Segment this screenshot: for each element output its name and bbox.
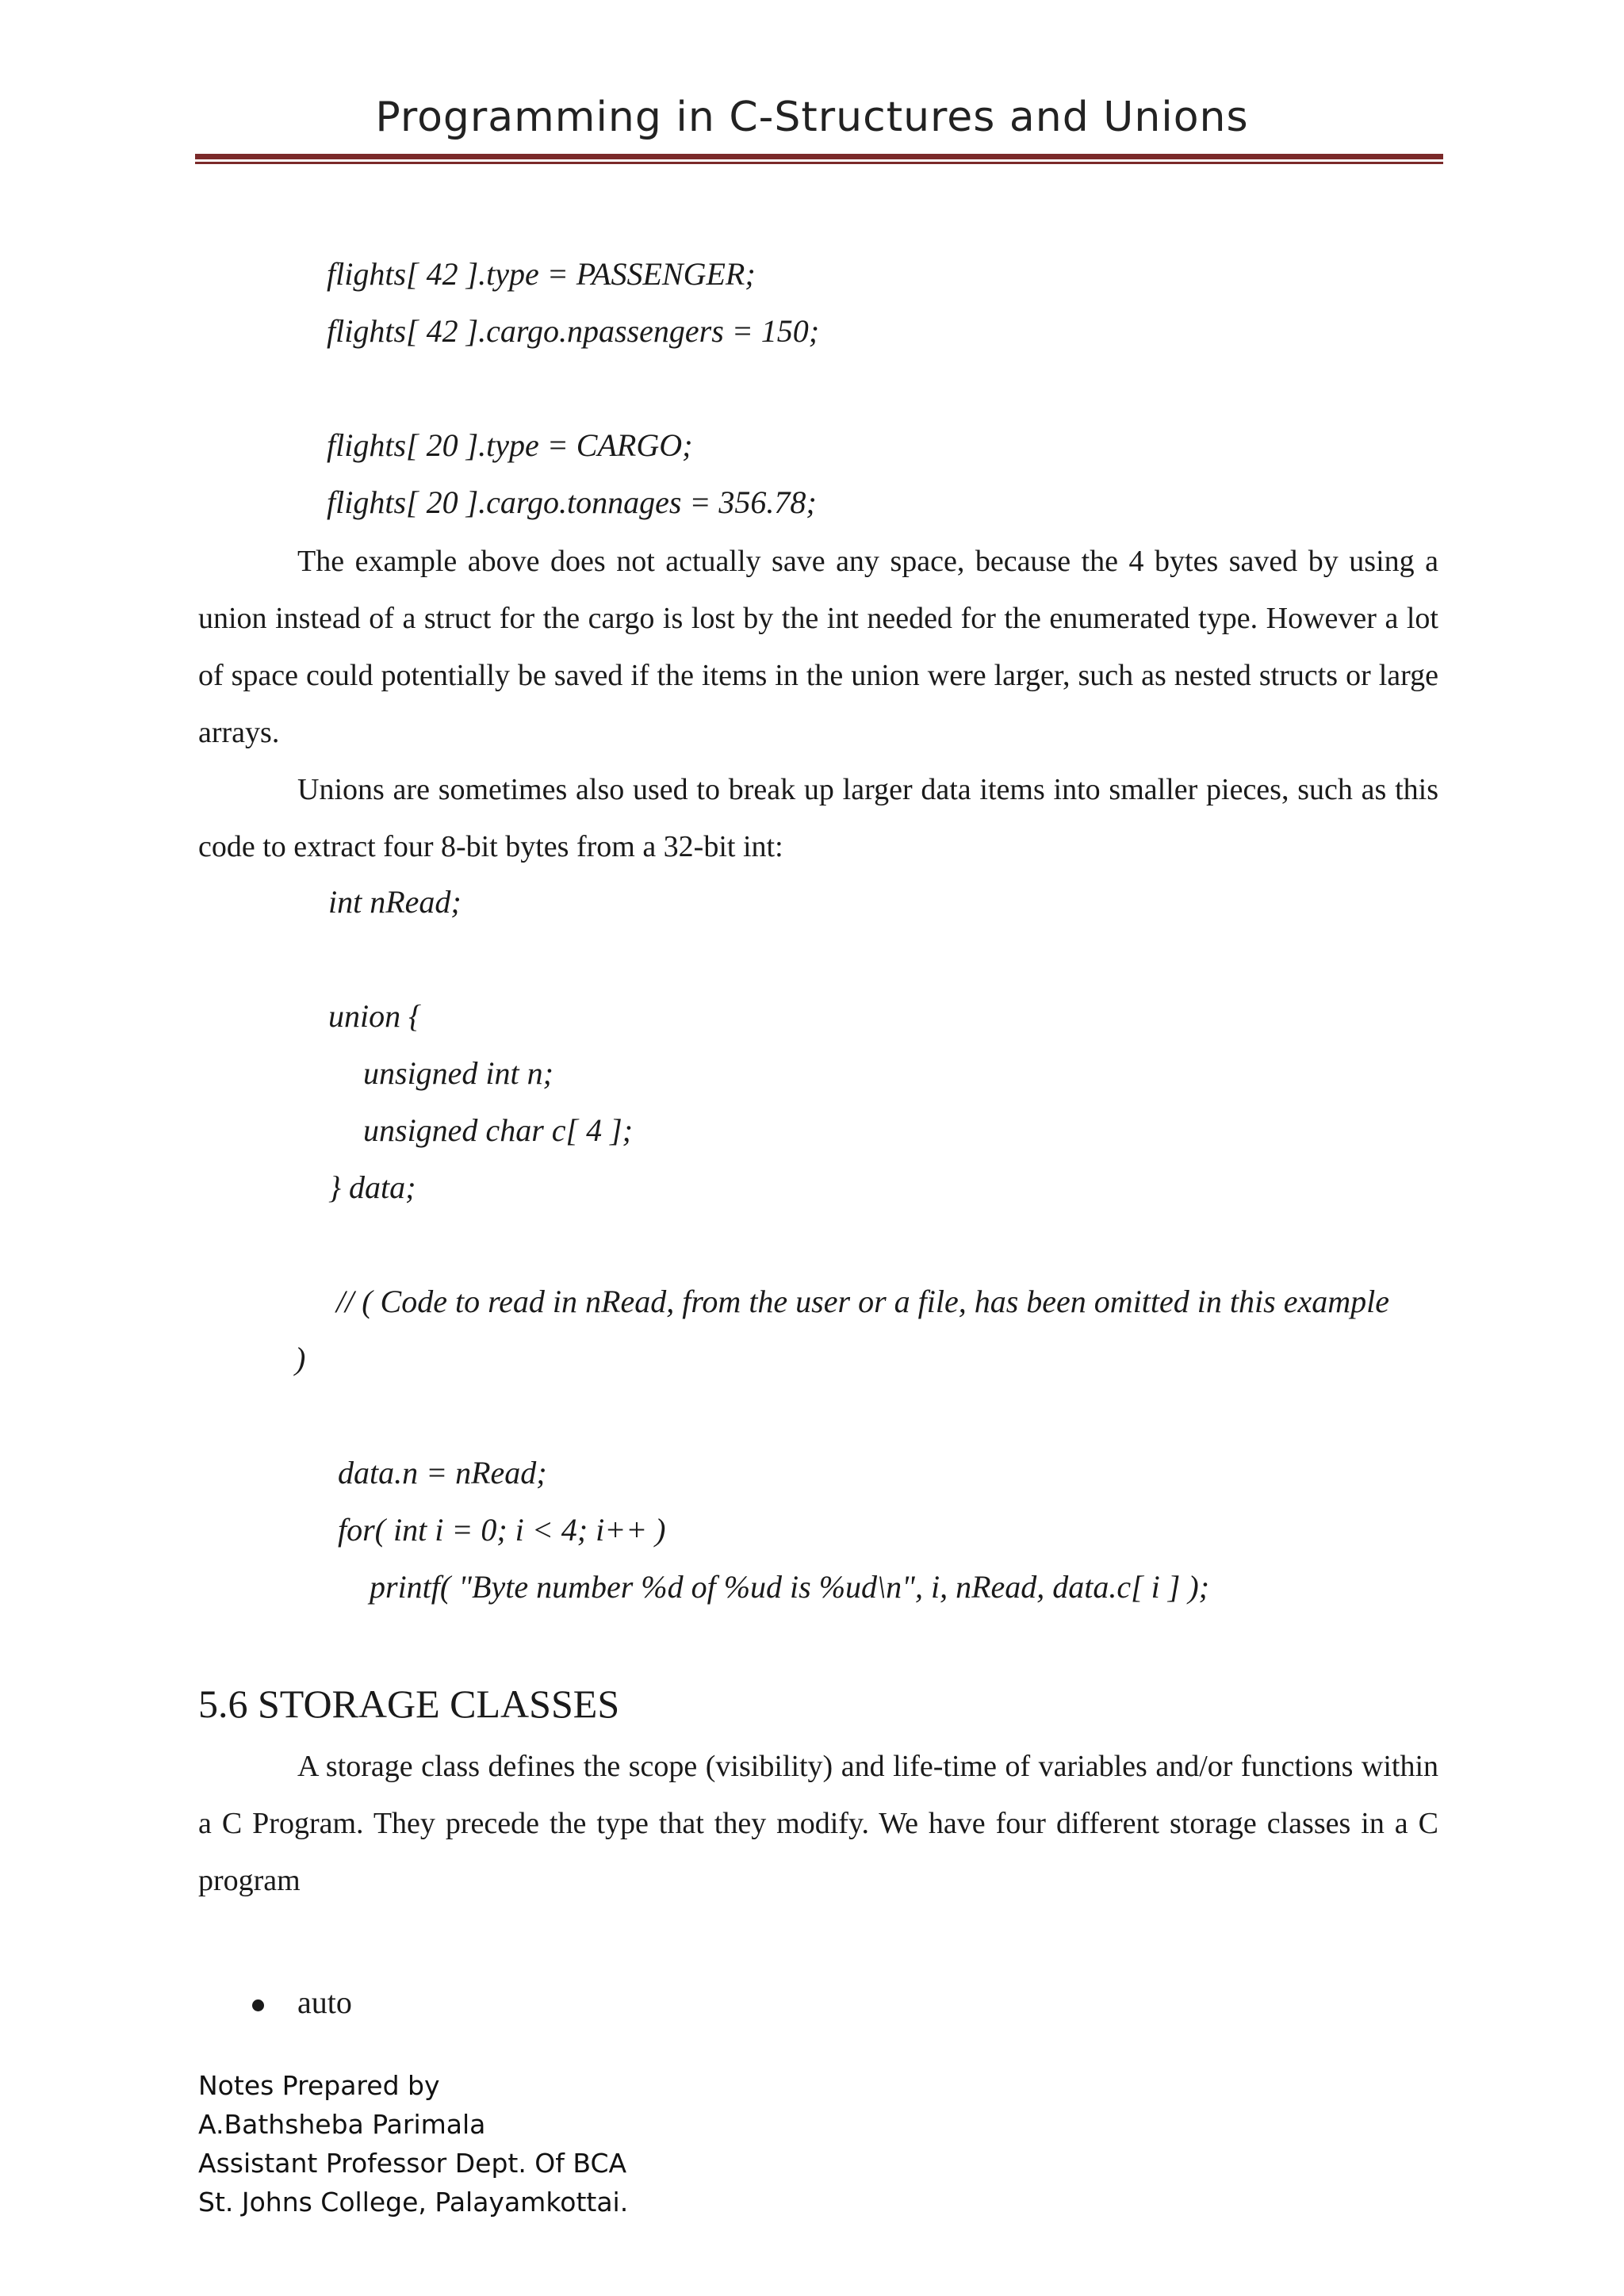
code-line: flights[ 20 ].cargo.tonnages = 356.78; xyxy=(327,484,817,520)
code-line: flights[ 42 ].type = PASSENGER; xyxy=(327,256,756,292)
section-heading: 5.6 STORAGE CLASSES xyxy=(198,1682,620,1726)
header-rule-thick xyxy=(195,154,1443,159)
header-rule-thin xyxy=(195,162,1443,164)
code-line: for( int i = 0; i < 4; i++ ) xyxy=(338,1512,666,1548)
code-line: unsigned char c[ 4 ]; xyxy=(363,1112,633,1148)
code-line: int nRead; xyxy=(328,884,462,920)
page-title: Programming in C-Structures and Unions xyxy=(375,94,1249,141)
footer-line: A.Bathsheba Parimala xyxy=(198,2109,486,2140)
footer-notes xyxy=(198,2066,628,2221)
footer-line: Assistant Professor Dept. Of BCA xyxy=(198,2148,627,2179)
code-line: data.n = nRead; xyxy=(338,1455,547,1490)
paragraph-unions-usage: Unions are sometimes also used to break up larger data items into smaller pieces, such as this code to extract four 8-bit bytes from a 32-bit int: xyxy=(198,773,1438,863)
code-line: union { xyxy=(328,998,422,1034)
code-line: printf( "Byte number %d of %ud is %ud\n", i, nRead, data.c[ i ] ); xyxy=(370,1569,1210,1605)
paragraph-space-example: The example above does not actually save any space, because the 4 bytes saved by using a union instead of a struct for the cargo is lost by the int needed for the enumerated type. However a lot of space could potentially be saved if the items in the union were larger, such as nested structs or large arrays. xyxy=(198,545,1438,749)
footer-line: St. Johns College, Palayamkottai. xyxy=(198,2187,629,2218)
footer-line: Notes Prepared by xyxy=(198,2070,440,2101)
list-item: auto xyxy=(297,1984,352,2020)
code-line: unsigned int n; xyxy=(363,1055,553,1091)
code-comment: // ( Code to read in nRead, from the user or a file, has been omitted in this example xyxy=(336,1284,1389,1319)
code-line: flights[ 20 ].type = CARGO; xyxy=(327,427,693,463)
code-line: flights[ 42 ].cargo.npassengers = 150; xyxy=(327,313,820,349)
code-line: ) xyxy=(295,1341,306,1376)
code-line: } data; xyxy=(328,1169,416,1205)
bullet-icon xyxy=(252,1999,264,2011)
paragraph-storage-class: A storage class defines the scope (visibility) and life-time of variables and/or functions within a C Program. They precede the type that they modify. We have four different storage classes in a C program xyxy=(198,1750,1438,1897)
